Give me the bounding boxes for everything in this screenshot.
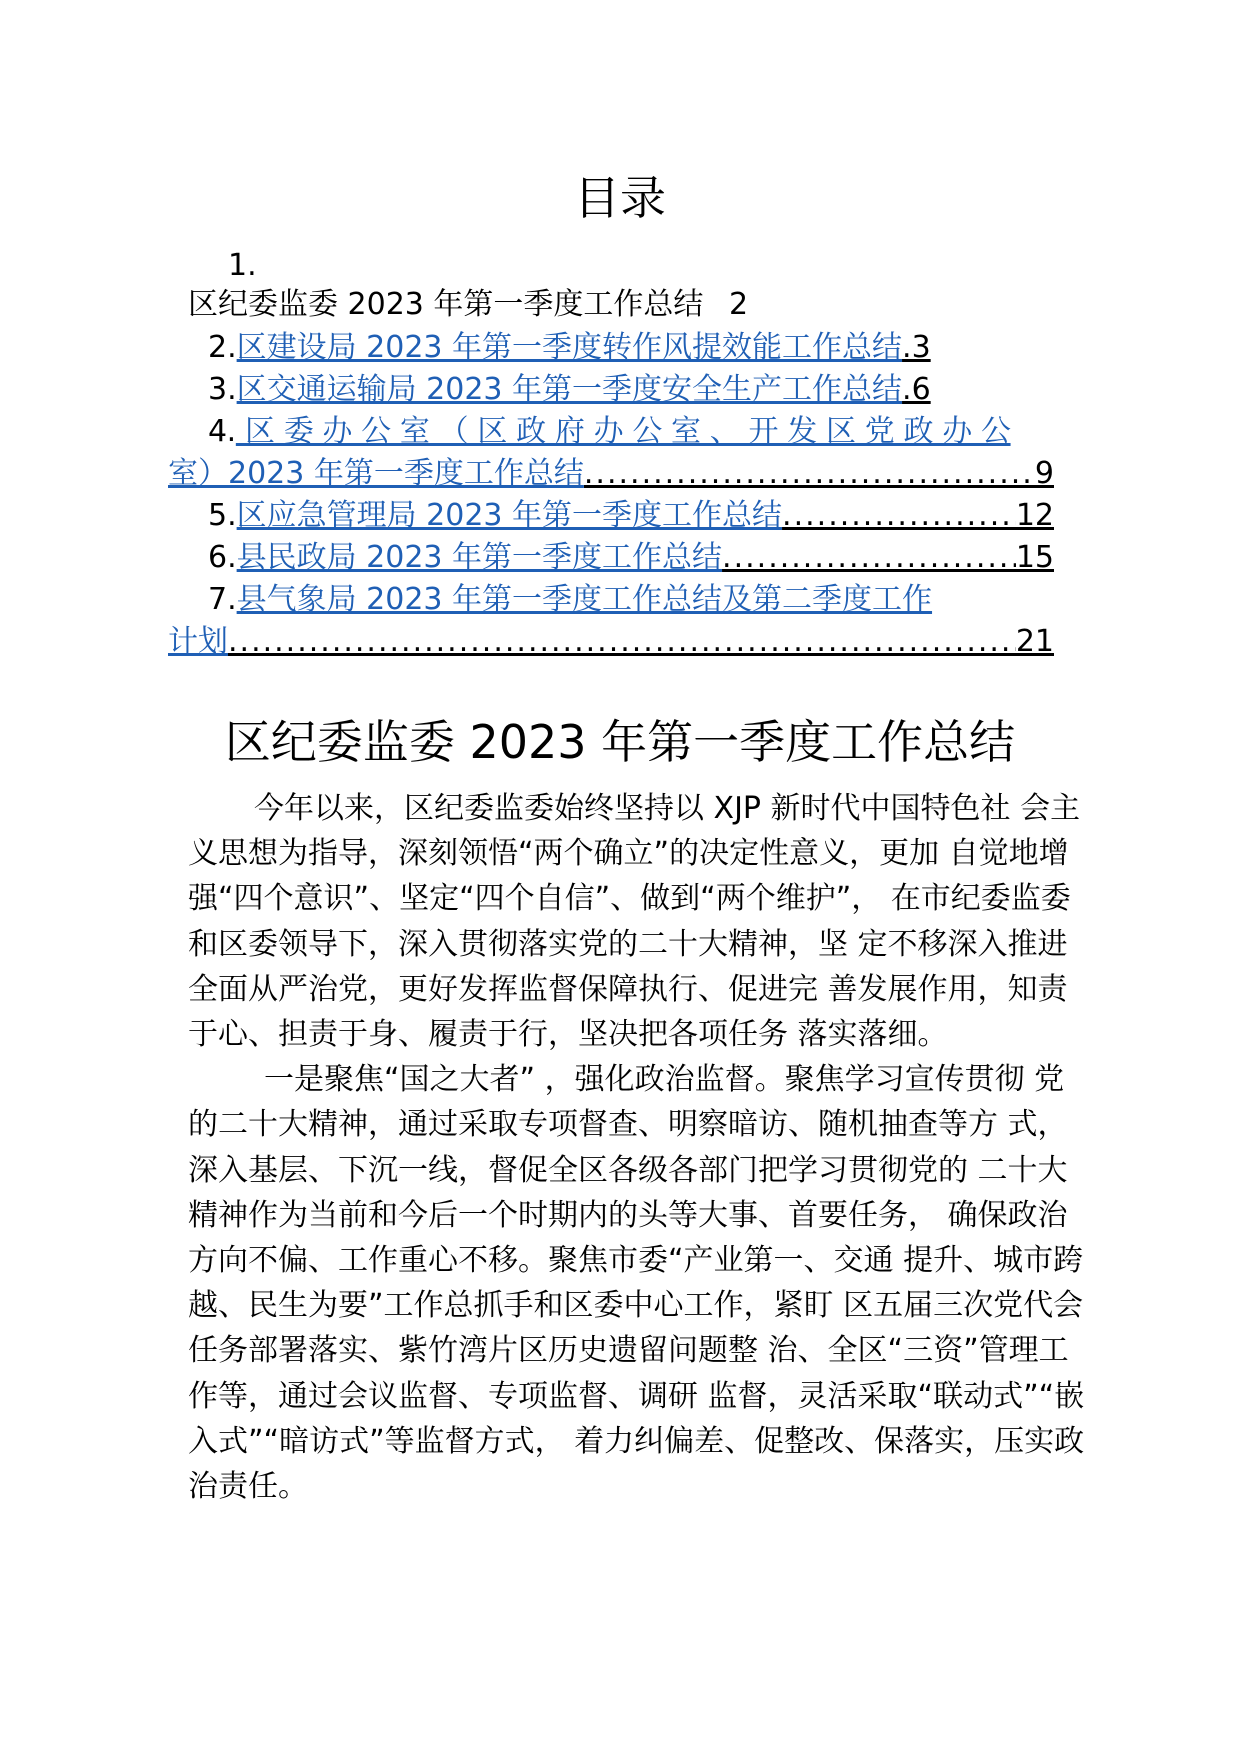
- toc-item-4-number: 4.: [208, 414, 236, 449]
- toc-item-7-line2[interactable]: [168, 621, 1054, 663]
- toc-item-5-number: 5.: [208, 498, 237, 533]
- toc-item-3-link[interactable]: 区交通运输局 2023 年第一季度安全生产工作总结: [236, 372, 903, 407]
- toc-item-7-link-line2[interactable]: 计划: [168, 624, 228, 659]
- toc-item-4-link-line1[interactable]: 区 委 办 公 室 （ 区 政 府 办 公 室 、 开 发 区 党 政 办 公: [235, 414, 1011, 449]
- toc-item-5-link[interactable]: 区应急管理局 2023 年第一季度工作总结: [236, 498, 783, 533]
- toc-item-6[interactable]: [168, 537, 1054, 579]
- toc-item-1-number: 1.: [228, 248, 257, 283]
- document-body: [188, 786, 1088, 1509]
- toc-item-3[interactable]: [168, 369, 1054, 411]
- toc-item-7-page: 21: [1015, 624, 1054, 659]
- toc-item-6-leader: [722, 537, 1016, 579]
- toc-item-3-page: .6: [902, 372, 931, 407]
- toc-item-7-link-line1[interactable]: 县气象局 2023 年第一季度工作总结及第二季度工作: [236, 582, 933, 617]
- body-paragraph-2: 一是聚焦“国之大者” ，强化政治监督。聚焦学习宣传贯彻 党的二十大精神，通过采取专项督查、明察暗访、随机抽查等方 式，深入基层、下沉一线，督促全区各级各部门把学习贯彻党的 二十大精神作为当前和今后一个时期内的头等大事、首要任务， 确保政治方向不偏、工作重心不移。聚焦市委“产业第一、交通 提升、城市跨越、民生为要”工作总抓手和区委中心工作，紧盯 区五届三次党代会任务部署落实、紫竹湾片区历史遗留问题整 治、全区“三资”管理工作等，通过会议监督、专项监督、调研 监督，灵活采取“联动式”“嵌入式”“暗访式”等监督方式， 着力纠偏差、促整改、保落实，压实政治责任。: [188, 1062, 1085, 1505]
- toc-item-4-page: 9: [1034, 456, 1054, 491]
- table-of-contents: [168, 245, 1054, 663]
- toc-item-7-number: 7.: [208, 582, 237, 617]
- toc-item-1[interactable]: [188, 287, 1054, 323]
- document-title: 区纪委监委 2023 年第一季度工作总结: [224, 715, 1016, 769]
- toc-item-2[interactable]: [168, 327, 1054, 369]
- toc-item-1-text: 区纪委监委 2023 年第一季度工作总结: [188, 287, 704, 322]
- toc-item-7-leader: [228, 621, 1016, 663]
- toc-item-4-leader: [584, 453, 1035, 495]
- toc-item-1-page: 2: [728, 287, 749, 322]
- toc-item-4-line2[interactable]: [168, 453, 1054, 495]
- toc-item-6-number: 6.: [208, 540, 237, 575]
- toc-item-5-leader: [782, 495, 1016, 537]
- toc-item-2-number: 2.: [208, 330, 237, 365]
- toc-item-6-link[interactable]: 县民政局 2023 年第一季度工作总结: [236, 540, 723, 575]
- toc-item-5-page: 12: [1015, 498, 1054, 533]
- body-paragraph-1: 今年以来，区纪委监委始终坚持以 XJP 新时代中国特色社 会主义思想为指导，深刻领悟“两个确立”的决定性意义，更加 自觉地增强“四个意识”、坚定“四个自信”、做到“两个维护”， 在市纪委监委和区委领导下，深入贯彻落实党的二十大精神，坚 定不移深入推进全面从严治党，更好发挥监督保障执行、促进完 善发展作用，知责于心、担责于身、履责于行，坚决把各项任务 落实落细。: [188, 791, 1081, 1053]
- toc-item-2-link[interactable]: 区建设局 2023 年第一季度转作风提效能工作总结: [236, 330, 903, 365]
- toc-item-4-link-line2[interactable]: 室）2023 年第一季度工作总结: [168, 456, 584, 491]
- toc-item-2-page: .3: [902, 330, 931, 365]
- toc-item-4-line1[interactable]: [168, 411, 1054, 453]
- toc-item-6-page: 15: [1015, 540, 1054, 575]
- toc-title: 目录: [574, 171, 666, 225]
- toc-item-7-line1[interactable]: [168, 579, 1054, 621]
- toc-item-5[interactable]: [168, 495, 1054, 537]
- toc-item-3-number: 3.: [208, 372, 237, 407]
